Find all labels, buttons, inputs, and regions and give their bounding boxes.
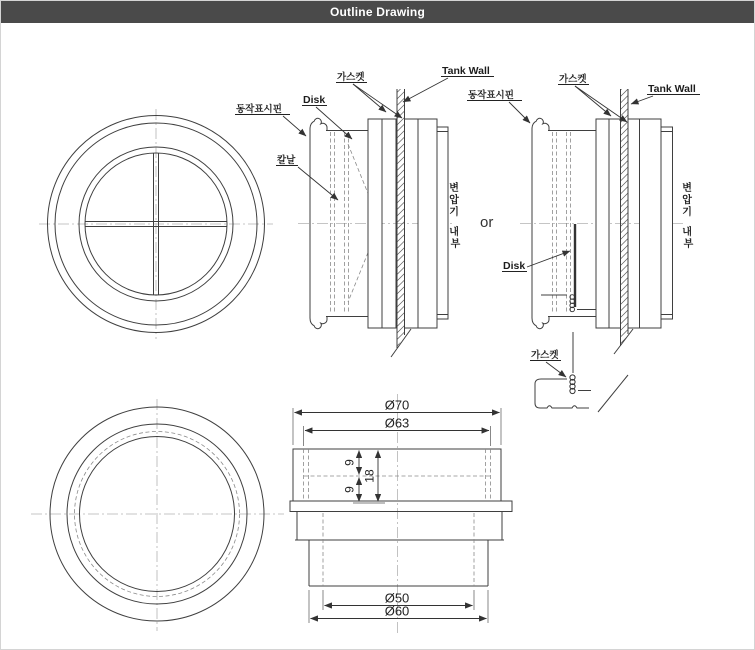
flange-right xyxy=(640,119,662,328)
outline-drawing-canvas xyxy=(1,1,755,650)
label-indicator-pin-left: 동작표시핀 xyxy=(236,104,282,115)
label-disk-left: Disk xyxy=(303,94,326,106)
seat-block xyxy=(535,379,589,408)
gasket-coil xyxy=(570,375,575,394)
gasket-detail-view xyxy=(530,332,628,412)
flange xyxy=(290,501,512,512)
dim-neck-dia: Ø60 xyxy=(384,603,410,619)
dim-flange-inner-dia: Ø63 xyxy=(384,415,410,431)
label-gasket-right-view: 가스켓 xyxy=(559,74,587,85)
page-title: Outline Drawing xyxy=(329,5,425,19)
inner-body xyxy=(661,127,673,319)
label-gasket-left: 가스켓 xyxy=(337,72,365,83)
label-tank-wall-left: Tank Wall xyxy=(442,65,490,77)
flange-left xyxy=(596,119,609,328)
dim-height-upper: 9 xyxy=(342,459,357,466)
inner-body xyxy=(437,127,448,319)
flange-left xyxy=(368,119,382,328)
bottom-section-view xyxy=(290,394,512,634)
tank-wall-hatch xyxy=(621,89,629,346)
transformer-inside-label: 변 압 기 내 부 xyxy=(449,183,461,250)
label-gasket-detail: 가스켓 xyxy=(531,350,559,361)
transformer-inside-label: 변 압 기 내 부 xyxy=(682,183,694,250)
label-blade: 칼날 xyxy=(277,155,296,166)
label-disk-right: Disk xyxy=(503,260,526,272)
dim-bore-dia: Ø50 xyxy=(384,590,410,606)
front-view-bottom xyxy=(31,399,284,631)
section-view-left xyxy=(235,65,494,357)
label-tank-wall-right: Tank Wall xyxy=(648,83,696,95)
dim-height-lower: 9 xyxy=(342,486,357,493)
flange-right xyxy=(418,119,437,328)
label-indicator-pin-right: 동작표시핀 xyxy=(468,90,514,101)
ring-body xyxy=(293,449,501,501)
front-view-top xyxy=(39,109,273,339)
dim-outer-dia: Ø70 xyxy=(384,397,410,413)
section-view-right xyxy=(467,73,700,354)
label-or: or xyxy=(480,214,494,231)
tank-wall-hatch xyxy=(397,89,405,348)
dim-height-total: 18 xyxy=(362,469,377,483)
